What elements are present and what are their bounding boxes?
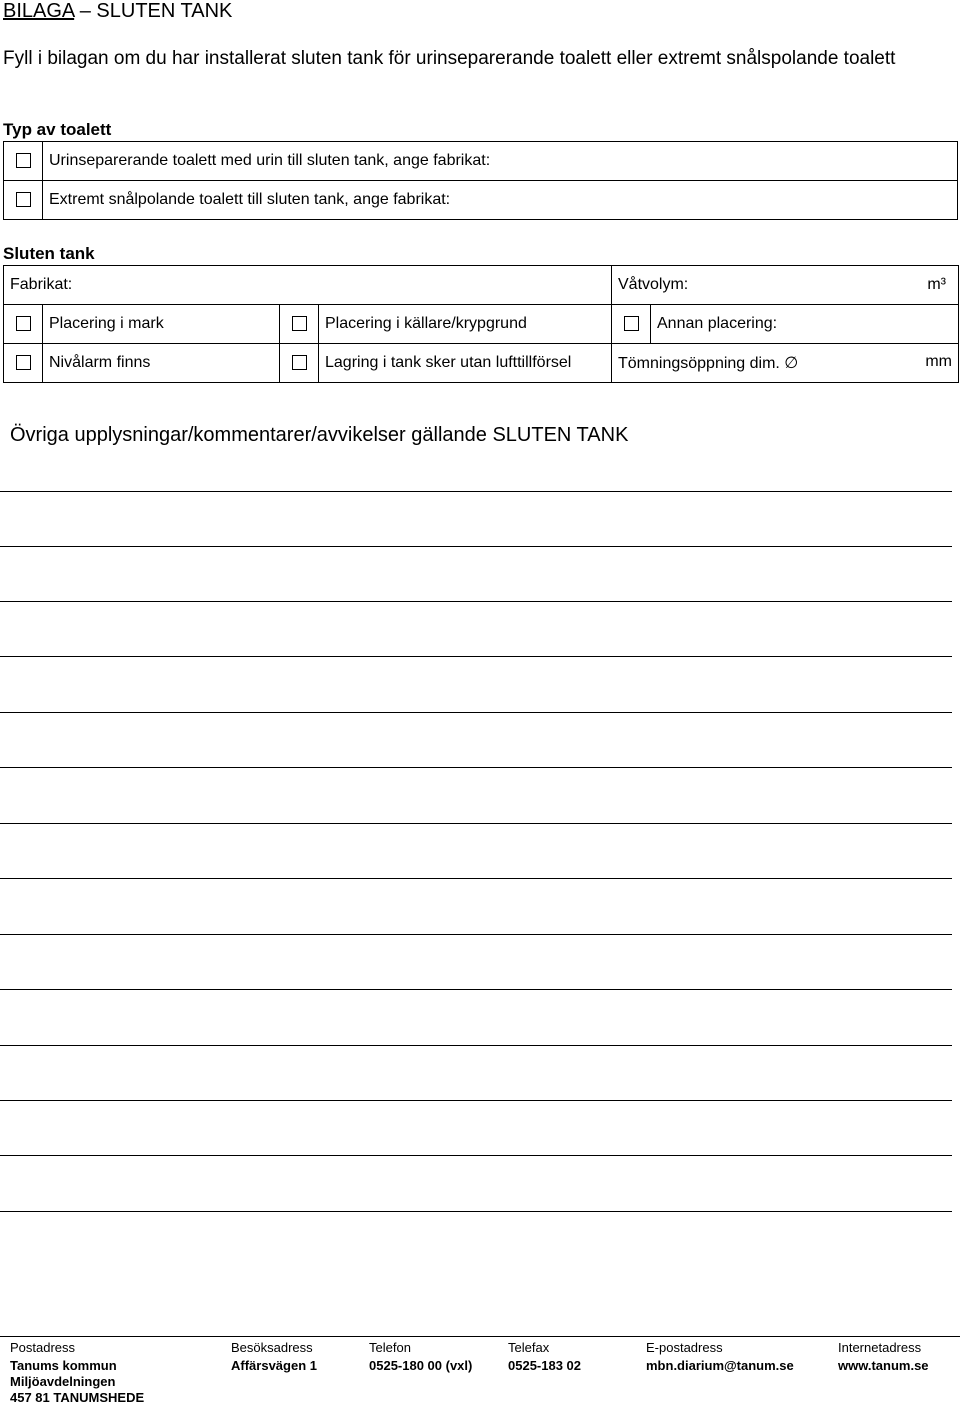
writing-line — [0, 1045, 952, 1046]
footer-fax-value: 0525-183 02 — [508, 1358, 582, 1373]
footer-fax — [508, 1340, 581, 1374]
page-title — [3, 0, 232, 23]
level-alarm-label: Nivålarm finns — [43, 344, 280, 383]
writing-line — [0, 546, 952, 547]
footer-fax-label: Telefax — [508, 1340, 550, 1355]
placement-cellar-label: Placering i källare/krypgrund — [319, 305, 612, 344]
footer-web-link[interactable]: www.tanum.se — [838, 1358, 929, 1373]
placement-other-label: Annan placering: — [651, 305, 959, 344]
tank-heading: Sluten tank — [3, 244, 95, 263]
low-flush-label: Extremt snålpolande toalett till sluten tank, ange fabrikat: — [43, 181, 958, 220]
writing-line — [0, 601, 952, 602]
emptying-dim-unit: mm — [925, 353, 952, 370]
level-alarm-checkbox[interactable] — [16, 355, 31, 370]
footer-web — [838, 1340, 929, 1374]
writing-line — [0, 934, 952, 935]
urine-separating-label: Urinseparerande toalett med urin till sluten tank, ange fabrikat: — [43, 142, 958, 181]
toilet-type-heading: Typ av toalett — [3, 120, 112, 139]
footer-visit — [231, 1340, 317, 1374]
writing-line — [0, 1155, 952, 1156]
volume-label: Våtvolym: — [618, 276, 689, 293]
writing-line — [0, 491, 952, 492]
footer-visit-value: Affärsvägen 1 — [231, 1358, 317, 1373]
footer-postal-line: Miljöavdelningen — [10, 1374, 116, 1389]
footer-email-link[interactable]: mbn.diarium@tanum.se — [646, 1358, 794, 1373]
placement-cellar-checkbox[interactable] — [292, 316, 307, 331]
no-air-storage-label: Lagring i tank sker utan lufttillförsel — [319, 344, 612, 383]
footer-postal-label: Postadress — [10, 1340, 76, 1355]
footer-email-label: E-postadress — [646, 1340, 723, 1355]
footer-phone-label: Telefon — [369, 1340, 411, 1355]
title-dash: – — [74, 0, 97, 22]
writing-line — [0, 1100, 952, 1101]
volume-field[interactable] — [612, 266, 959, 305]
title-prefix: BILAGA — [3, 0, 75, 22]
placement-ground-label: Placering i mark — [43, 305, 280, 344]
writing-line — [0, 989, 952, 990]
volume-unit: m³ — [927, 276, 946, 293]
tank-table — [3, 265, 959, 383]
footer-postal-line: Tanums kommun — [10, 1358, 117, 1373]
placement-other-checkbox[interactable] — [624, 316, 639, 331]
footer-email — [646, 1340, 794, 1374]
intro-text: Fyll i bilagan om du har installerat sluten tank för urinseparerande toalett eller extremt snålspolande toalett — [3, 48, 896, 69]
writing-line — [0, 878, 952, 879]
footer-postal-line: 457 81 TANUMSHEDE — [10, 1390, 145, 1405]
comments-heading: Övriga upplysningar/kommentarer/avvikelser gällande SLUTEN TANK — [10, 424, 629, 446]
emptying-dim-label: Tömningsöppning dim. ∅ — [618, 355, 799, 372]
urine-separating-checkbox[interactable] — [16, 153, 31, 168]
toilet-type-table — [3, 141, 958, 220]
writing-line — [0, 767, 952, 768]
writing-line — [0, 823, 952, 824]
footer-phone — [369, 1340, 472, 1374]
fabrikat-label: Fabrikat: — [10, 276, 73, 293]
footer-visit-label: Besöksadress — [231, 1340, 313, 1355]
placement-ground-checkbox[interactable] — [16, 316, 31, 331]
footer-divider — [0, 1336, 960, 1337]
footer-phone-value: 0525-180 00 (vxl) — [369, 1358, 473, 1373]
fabrikat-field[interactable] — [4, 266, 612, 305]
writing-line — [0, 656, 952, 657]
title-rest: SLUTEN TANK — [96, 0, 233, 22]
footer-web-label: Internetadress — [838, 1340, 922, 1355]
no-air-storage-checkbox[interactable] — [292, 355, 307, 370]
writing-line — [0, 1211, 952, 1212]
emptying-dim-field[interactable] — [612, 344, 959, 383]
low-flush-checkbox[interactable] — [16, 192, 31, 207]
footer-postal — [10, 1340, 144, 1406]
writing-line — [0, 712, 952, 713]
